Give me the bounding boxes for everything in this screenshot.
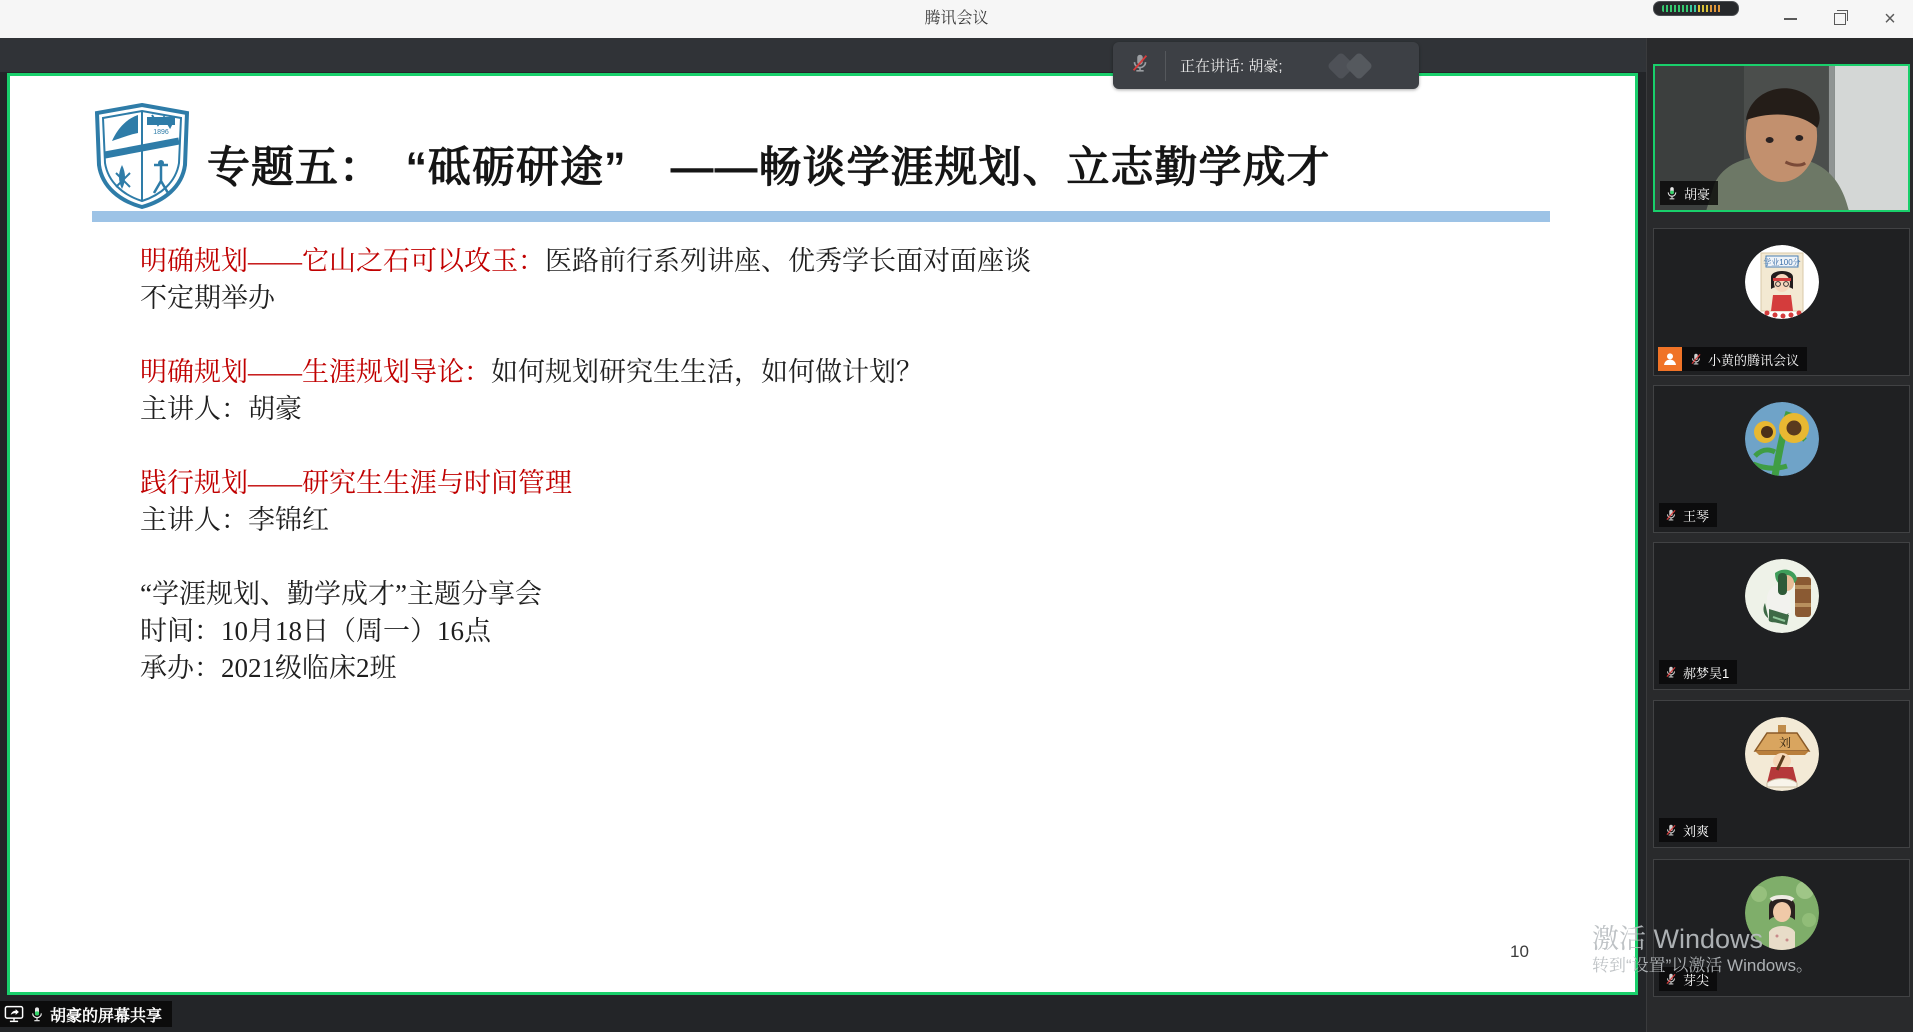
participant-avatar	[1745, 717, 1819, 791]
audio-meter-bars	[1662, 5, 1722, 12]
participant-name-chip	[1658, 347, 1807, 371]
participant-tile-wangqin[interactable]	[1653, 385, 1910, 533]
paragraph-4	[140, 576, 1031, 687]
mic-muted-icon	[1664, 664, 1678, 680]
paragraph-3	[140, 465, 1031, 539]
participant-avatar	[1745, 559, 1819, 633]
p4-line1: “学涯规划、勤学成才”主题分享会	[140, 579, 542, 609]
mic-muted-icon	[1129, 52, 1151, 79]
svg-text:1896: 1896	[153, 129, 169, 136]
screen-share-status-chip	[0, 1001, 172, 1027]
p1-red-text: 明确规划——它山之石可以攻玉：	[140, 246, 545, 276]
svg-text:刘: 刘	[1778, 736, 1791, 750]
speaking-banner-text: 正在讲话: 胡豪;	[1180, 58, 1283, 75]
share-chip-label: 胡豪的屏幕共享	[50, 1007, 163, 1025]
participant-name: 刘爽	[1683, 823, 1710, 839]
participant-tile-yajian[interactable]	[1653, 859, 1910, 997]
person-badge-icon	[1658, 347, 1682, 371]
banner-divider	[1165, 51, 1166, 81]
close-icon: ×	[1884, 8, 1896, 30]
slide-body	[140, 243, 1031, 724]
p4-line3: 承办：2021级临床2班	[140, 653, 397, 683]
mic-active-icon	[29, 1005, 45, 1023]
restore-button[interactable]	[1827, 6, 1853, 32]
p2-red-text: 明确规划——生涯规划导论：	[140, 357, 491, 387]
watermark-line1: 激活 Windows	[1592, 924, 1764, 954]
participant-tile-xiaohuang[interactable]	[1653, 228, 1910, 376]
mic-muted-icon	[1664, 971, 1678, 987]
paragraph-2	[140, 354, 1031, 428]
slide-page-number: 10	[1510, 942, 1529, 961]
p2-line2: 主讲人：胡豪	[140, 394, 302, 424]
participant-name: 郝梦昊1	[1683, 665, 1730, 681]
restore-icon	[1834, 13, 1846, 25]
title-underline-bar	[92, 211, 1550, 222]
minimize-icon	[1784, 18, 1797, 20]
p1-line2: 不定期举办	[140, 283, 275, 313]
screen-share-icon	[4, 1005, 24, 1023]
participant-name-chip	[1659, 967, 1717, 991]
participant-avatar	[1745, 876, 1819, 950]
minimize-button[interactable]	[1777, 6, 1803, 32]
paragraph-1	[140, 243, 1031, 317]
p1-tail-text: 医路前行系列讲座、优秀学长面对面座谈	[545, 246, 1031, 276]
mic-active-icon	[1665, 185, 1679, 201]
tencent-meeting-logo-icon	[1323, 52, 1393, 80]
close-button[interactable]	[1877, 6, 1903, 32]
p3-red-text: 践行规划——研究生生涯与时间管理	[140, 468, 572, 498]
svg-text:学业100分: 学业100分	[1762, 258, 1801, 267]
participant-name-chip	[1659, 818, 1717, 842]
watermark-line2: 转到“设置”以激活 Windows。	[1592, 956, 1814, 975]
mic-muted-icon	[1689, 351, 1703, 367]
participant-tile-haomenghao[interactable]	[1653, 542, 1910, 690]
shared-screen-region	[7, 73, 1638, 995]
window-title: 腾讯会议	[924, 10, 989, 27]
participant-name: 王琴	[1683, 508, 1710, 524]
p4-line2: 时间：10月18日（周一）16点	[140, 616, 491, 646]
speaking-banner	[1113, 42, 1419, 89]
participant-name-chip	[1660, 181, 1718, 205]
participant-name-chip	[1659, 503, 1717, 527]
audio-meter-widget[interactable]	[1653, 1, 1739, 16]
participant-name: 芽尖	[1683, 972, 1710, 988]
participant-name-chip	[1659, 660, 1737, 684]
p3-line2: 主讲人：李锦红	[140, 505, 329, 535]
participant-tile-huhao[interactable]	[1653, 64, 1910, 212]
presentation-slide	[10, 76, 1635, 992]
participant-name: 胡豪	[1684, 186, 1711, 202]
participant-tile-liushuang[interactable]	[1653, 700, 1910, 848]
title-bar	[0, 0, 1913, 38]
participant-avatar	[1745, 245, 1819, 319]
university-logo	[92, 103, 192, 209]
participant-name: 小黄的腾讯会议	[1708, 352, 1800, 368]
p2-tail-text: 如何规划研究生生活，如何做计划？	[491, 357, 923, 387]
mic-muted-icon	[1664, 822, 1678, 838]
participant-avatar	[1745, 402, 1819, 476]
mic-muted-icon	[1664, 507, 1678, 523]
slide-title: 专题五： “砥砺研途” ——畅谈学涯规划、立志勤学成才	[207, 144, 1331, 192]
participants-sidebar	[1646, 38, 1913, 1032]
